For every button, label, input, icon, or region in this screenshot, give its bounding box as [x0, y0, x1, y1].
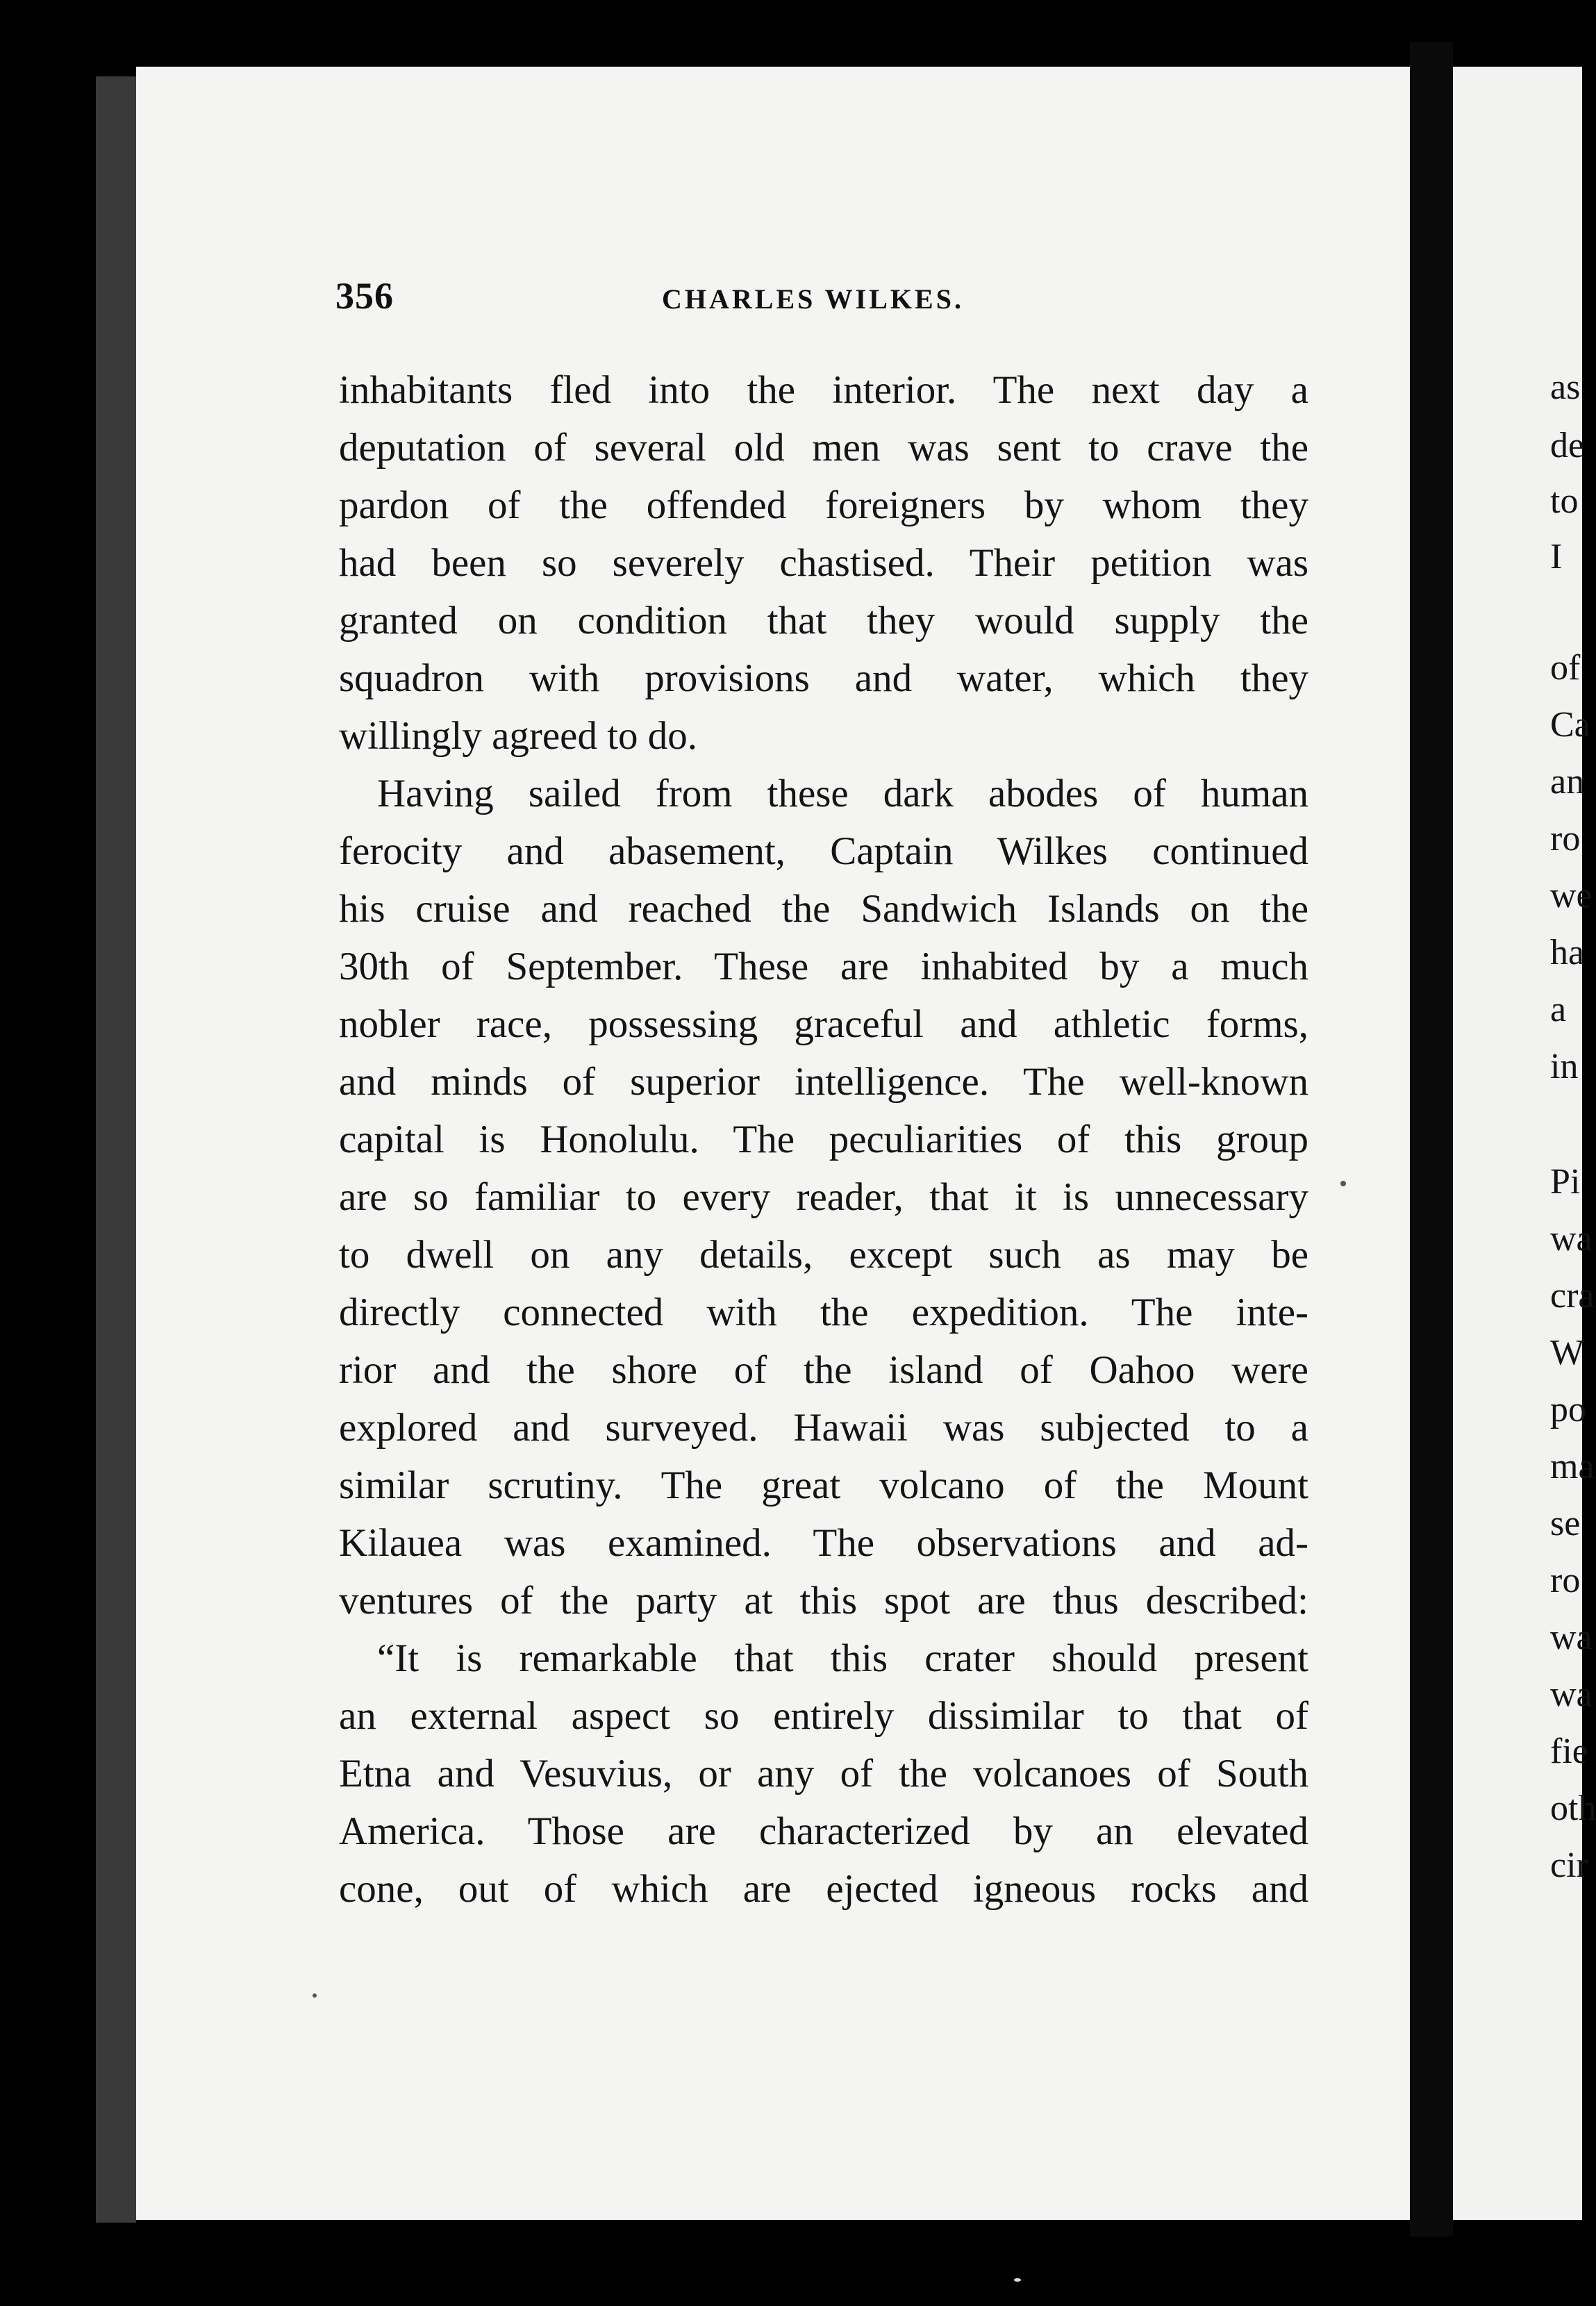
text-line: deputation of several old men was sent to crave the: [339, 426, 1308, 470]
text-line: directly connected with the expedition. The inte-: [339, 1291, 1308, 1334]
adjacent-page-fragment: ha: [1550, 933, 1585, 972]
page-gutter: [1410, 42, 1453, 2237]
adjacent-page-fragment: in: [1550, 1047, 1579, 1086]
adjacent-page-fragment: se: [1550, 1504, 1581, 1543]
adjacent-page-fragment: po: [1550, 1390, 1586, 1429]
text-line: cone, out of which are ejected igneous rocks and: [339, 1867, 1308, 1911]
body-text: [339, 361, 1308, 1918]
adjacent-page-fragment: Ca: [1550, 705, 1590, 745]
page-header: [197, 274, 1308, 337]
adjacent-page-fragment: cra: [1550, 1276, 1595, 1316]
adjacent-page-fragment: wa: [1550, 1675, 1593, 1714]
text-line: capital is Honolulu. The peculiarities of this group: [339, 1118, 1308, 1161]
text-line: similar scrutiny. The great volcano of the Mount: [339, 1463, 1308, 1507]
text-line: to dwell on any details, except such as may be: [339, 1233, 1308, 1277]
text-line: pardon of the offended foreigners by whom they: [339, 483, 1308, 527]
adjacent-page-fragment: de: [1550, 426, 1585, 465]
adjacent-page-fragment: we: [1550, 876, 1593, 915]
adjacent-page-fragment: oth: [1550, 1789, 1596, 1828]
adjacent-page-fragment: an: [1550, 762, 1585, 802]
text-line: rior and the shore of the island of Oahoo were: [339, 1348, 1308, 1392]
adjacent-page-fragment: ma: [1550, 1447, 1595, 1486]
scan-speck: [313, 1993, 317, 1998]
text-line: nobler race, possessing graceful and athletic forms,: [339, 1002, 1308, 1046]
text-line: 30th of September. These are inhabited by a much: [339, 945, 1308, 988]
text-line: explored and surveyed. Hawaii was subjected to a: [339, 1406, 1308, 1450]
adjacent-page-fragment: of: [1550, 648, 1581, 688]
text-line: granted on condition that they would supply the: [339, 599, 1308, 642]
adjacent-page-fragment: as: [1550, 367, 1581, 407]
scan-speck: [1014, 2278, 1021, 2282]
text-line: inhabitants fled into the interior. The next day a: [339, 368, 1308, 412]
text-line: “It is remarkable that this crater should present: [377, 1636, 1308, 1680]
adjacent-page-fragment: wa: [1550, 1219, 1593, 1259]
text-line: and minds of superior intelligence. The well-known: [339, 1060, 1308, 1104]
text-line: America. Those are characterized by an elevated: [339, 1809, 1308, 1853]
adjacent-page-fragment: to: [1550, 481, 1579, 521]
text-line: squadron with provisions and water, which they: [339, 656, 1308, 700]
running-head: CHARLES WILKES.: [662, 283, 964, 315]
text-line: willingly agreed to do.: [339, 714, 698, 758]
text-line: ferocity and abasement, Captain Wilkes continued: [339, 829, 1308, 873]
adjacent-page-fragment: Pi: [1550, 1162, 1581, 1202]
adjacent-page-fragment: W: [1550, 1333, 1585, 1372]
adjacent-page-fragment: ro: [1550, 1561, 1581, 1600]
text-line: ventures of the party at this spot are thus described:: [339, 1579, 1308, 1623]
text-line: Etna and Vesuvius, or any of the volcanoes of South: [339, 1752, 1308, 1795]
text-line: Having sailed from these dark abodes of human: [377, 772, 1308, 815]
text-line: Kilauea was examined. The observations and ad-: [339, 1521, 1308, 1565]
text-line: are so familiar to every reader, that it is unnecessary: [339, 1175, 1308, 1219]
text-line: an external aspect so entirely dissimilar to that of: [339, 1694, 1308, 1738]
book-spine-edge: [96, 76, 136, 2223]
adjacent-page-fragment: cir: [1550, 1845, 1588, 1885]
page-number: 356: [335, 275, 394, 317]
adjacent-page-fragment: a: [1550, 990, 1567, 1029]
text-line: his cruise and reached the Sandwich Islands on the: [339, 887, 1308, 931]
text-line: had been so severely chastised. Their petition was: [339, 541, 1308, 585]
adjacent-page: [1453, 67, 1596, 2220]
adjacent-page-fragment: ro: [1550, 819, 1581, 858]
adjacent-page-fragment: I: [1550, 537, 1563, 576]
adjacent-page-fragment: wa: [1550, 1618, 1593, 1657]
adjacent-page-fragment: fie: [1550, 1732, 1588, 1771]
scan-speck: [1340, 1181, 1346, 1186]
